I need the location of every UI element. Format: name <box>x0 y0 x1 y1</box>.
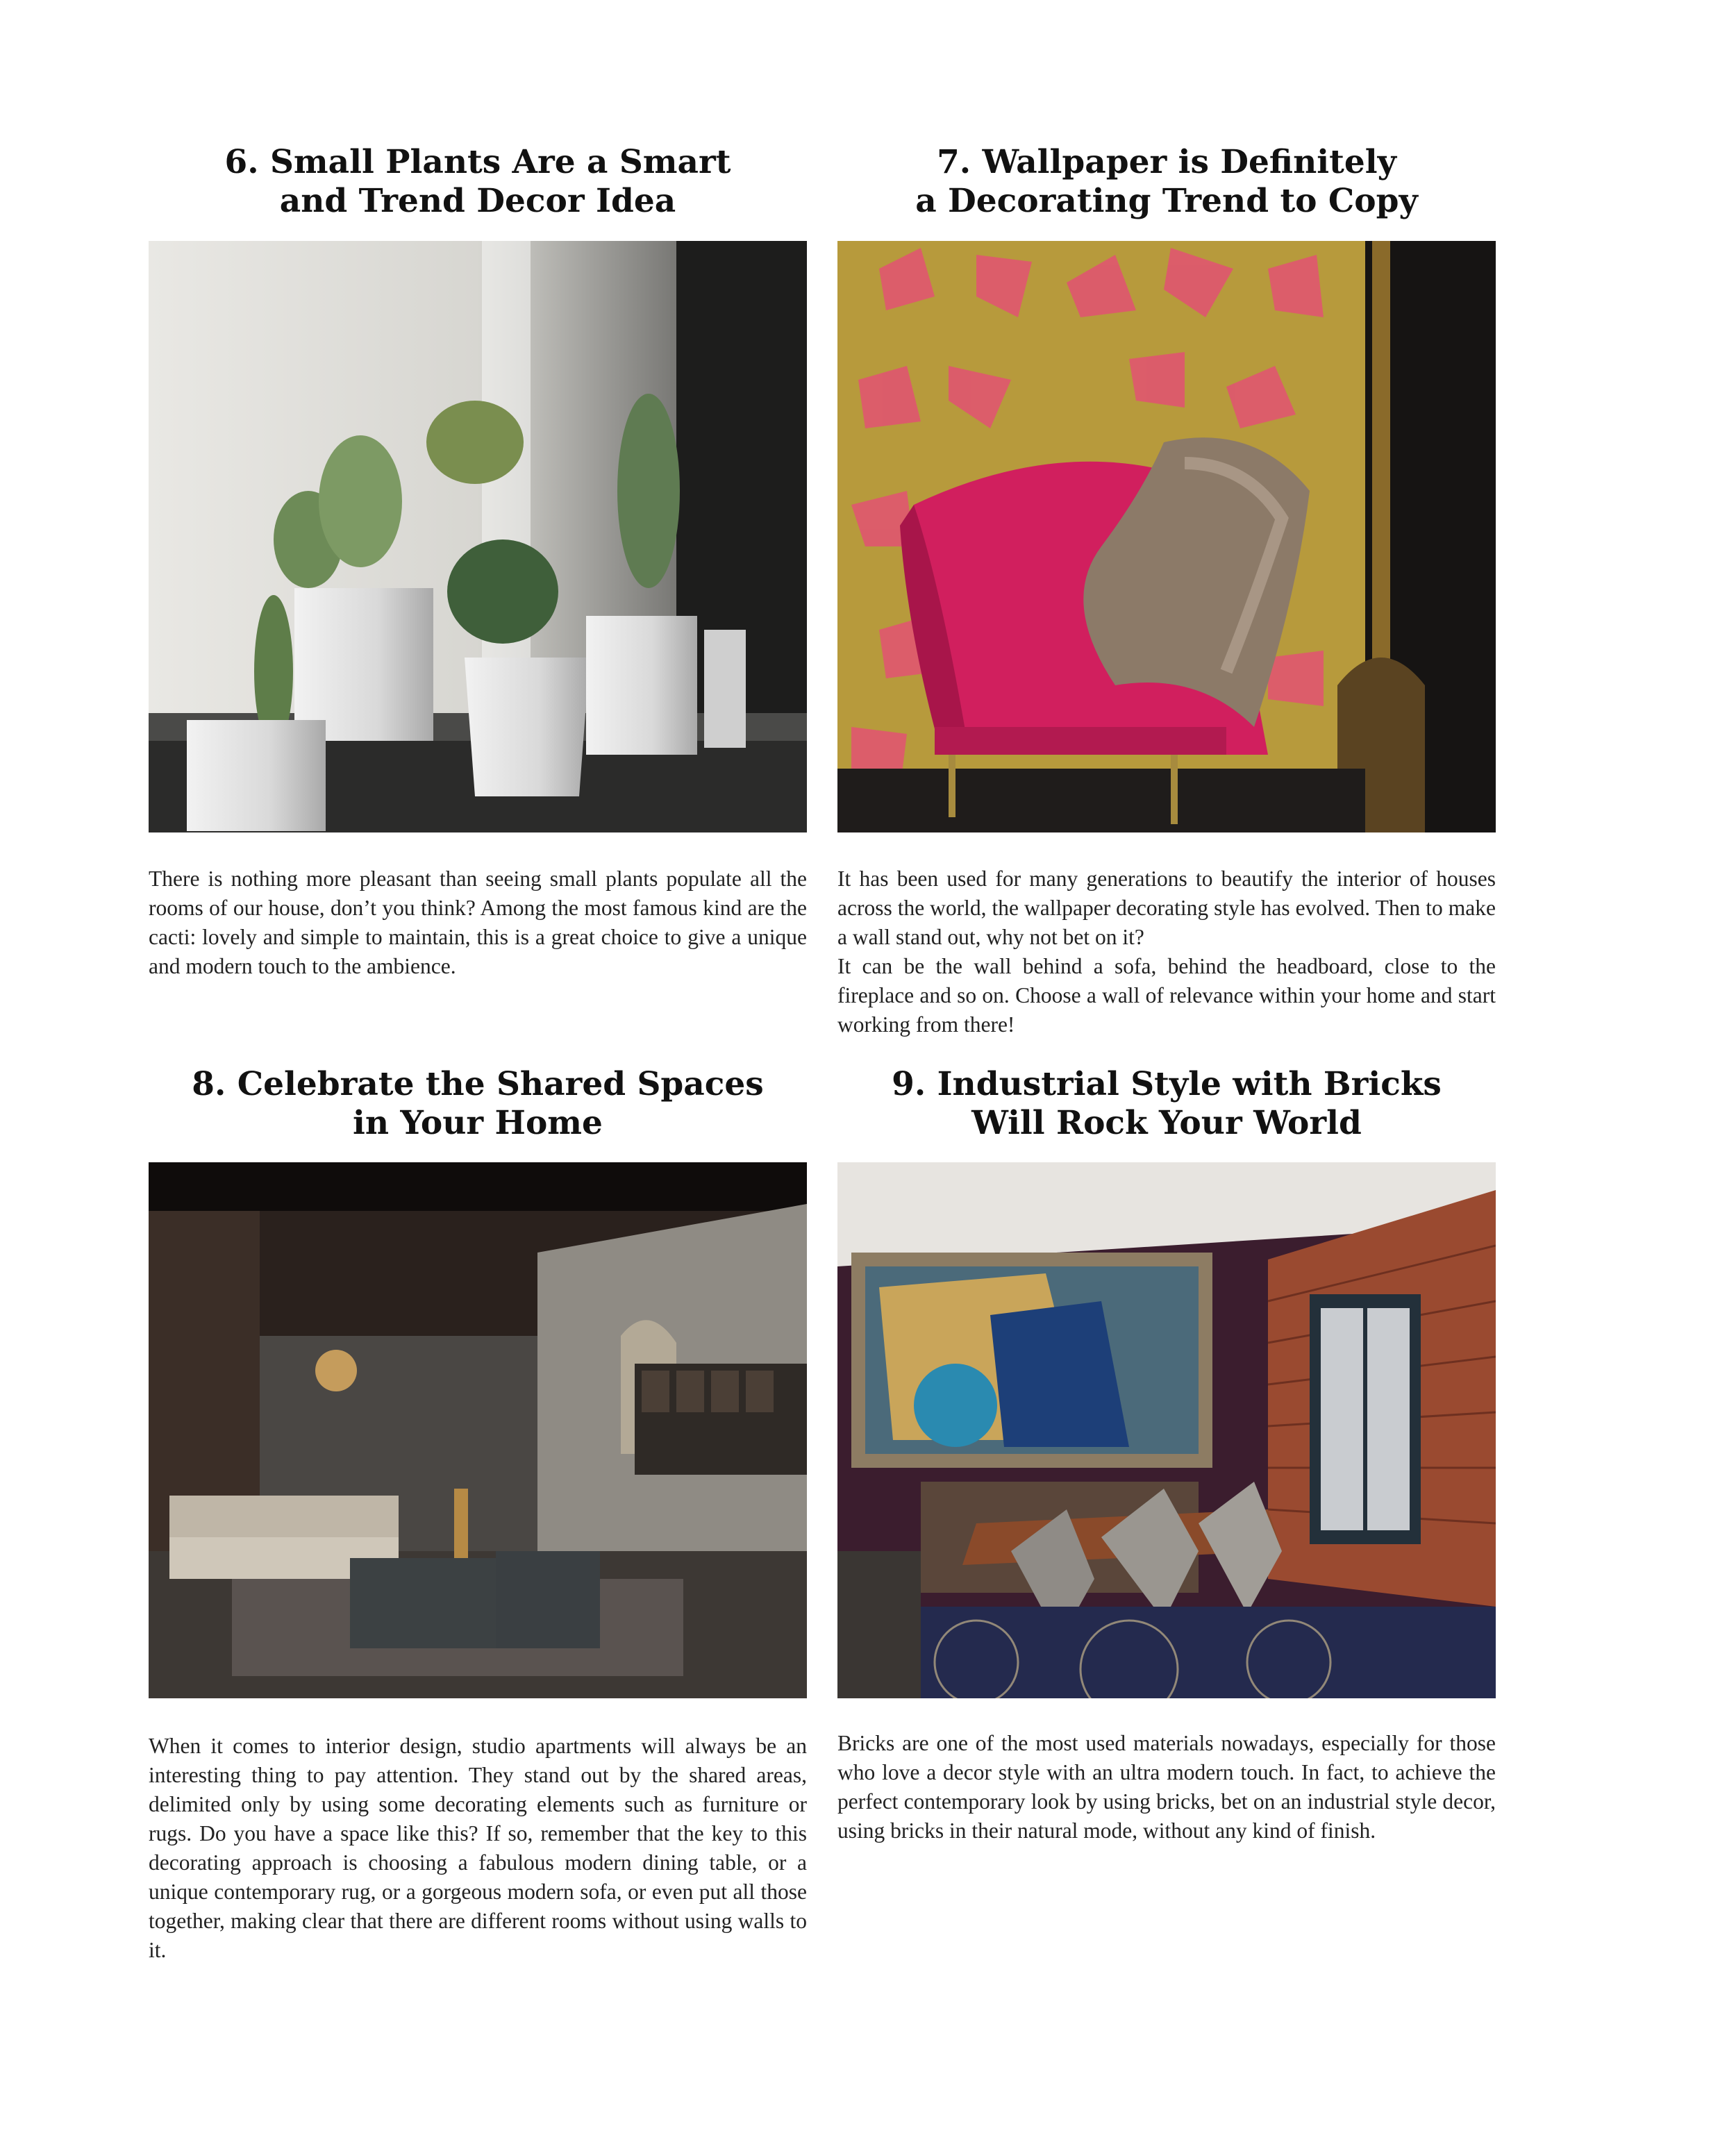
paragraph: It has been used for many generations to beautify the interior of houses across the world, the wallpaper decorating style has evolved. Then to make a wall stand out, why not bet on it? <box>837 867 1496 949</box>
section-8-heading <box>149 1065 807 1143</box>
heading-line: Will Rock Your World <box>971 1104 1362 1142</box>
section-8-text <box>149 1732 807 1965</box>
section-9-text <box>837 1729 1496 1845</box>
living-room-photo <box>149 1162 807 1698</box>
section-6-heading <box>149 143 807 221</box>
section-6-text <box>149 864 807 981</box>
heading-line: 7. Wallpaper is Definitely <box>937 143 1396 181</box>
brick-dining-room-photo <box>837 1162 1496 1698</box>
section-9-heading <box>837 1065 1496 1143</box>
paragraph: It can be the wall behind a sofa, behind the headboard, close to the fireplace and so on. Choose a wall of relevance within your home and start working from there! <box>837 954 1496 1037</box>
section-7-text <box>837 864 1496 1039</box>
heading-line: a Decorating Trend to Copy <box>915 182 1418 220</box>
heading-line: 9. Industrial Style with Bricks <box>892 1065 1442 1103</box>
paragraph: When it comes to interior design, studio apartments will always be an interesting thing to pay attention. They stand out by the shared areas, delimited only by using some decorating elements such as furniture or rugs. Do you have a space like this? If so, remember that the key to this decorating approach is choosing a fabulous modern dining table, or a unique contemporary rug, or a gorgeous modern sofa, or even put all those together, making clear that there are different rooms without using walls to it. <box>149 1734 807 1962</box>
paragraph: There is nothing more pleasant than seeing small plants populate all the rooms of our house, don’t you think? Among the most famous kind are the cacti: lovely and simple to maintain, this is a great choice to give a unique and modern touch to the ambience. <box>149 867 807 978</box>
heading-line: 8. Celebrate the Shared Spaces <box>192 1065 764 1103</box>
paragraph: Bricks are one of the most used materials nowadays, especially for those who love a decor style with an ultra modern touch. In fact, to achieve the perfect contemporary look by using bricks, bet on an industrial style decor, using bricks in their natural mode, without any kind of finish. <box>837 1731 1496 1843</box>
heading-line: in Your Home <box>353 1104 603 1142</box>
section-7-heading <box>837 143 1496 221</box>
heading-line: and Trend Decor Idea <box>279 182 676 220</box>
cacti-photo <box>149 241 807 832</box>
heading-line: 6. Small Plants Are a Smart <box>224 143 731 181</box>
wallpaper-armchair-photo <box>837 241 1496 832</box>
